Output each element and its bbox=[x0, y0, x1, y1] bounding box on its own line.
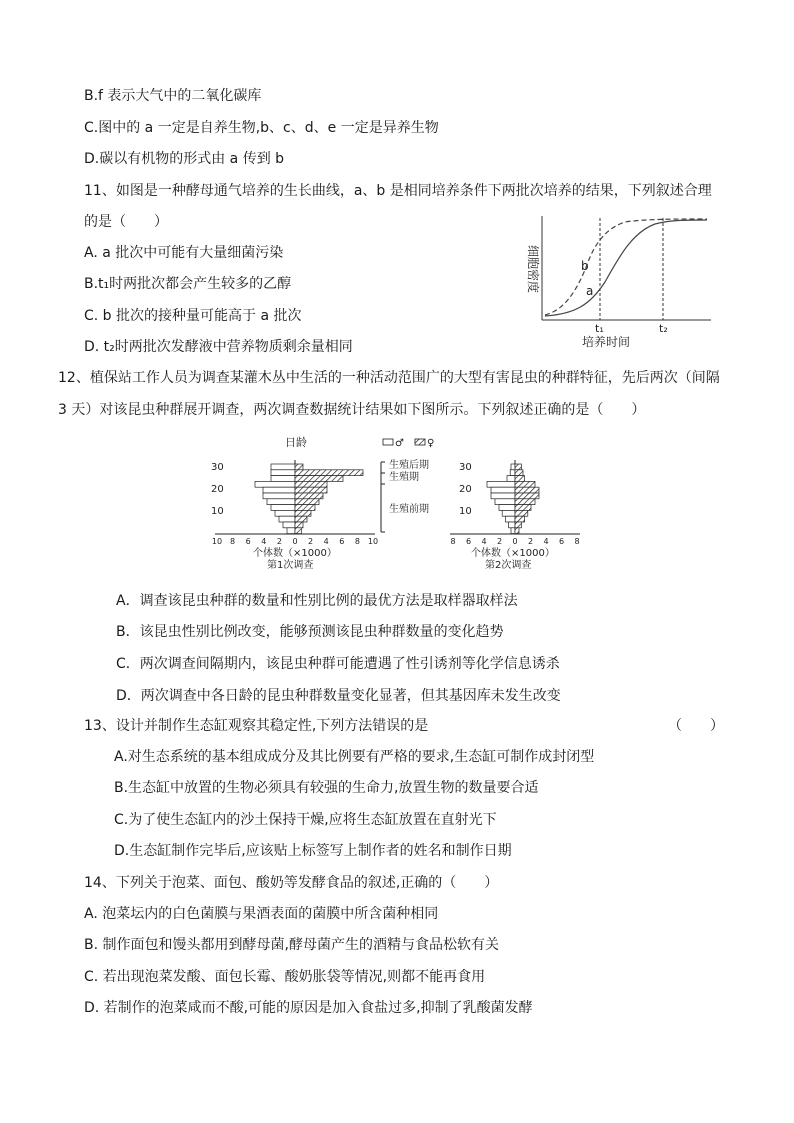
survey2-male-bar bbox=[499, 505, 515, 511]
q11-stem-line2: 的是（ ） bbox=[84, 214, 168, 230]
x-tick-label: 0 bbox=[292, 537, 298, 546]
survey1-male-bar bbox=[271, 464, 295, 470]
t2-label: t₂ bbox=[659, 322, 668, 335]
x-tick-label: 2 bbox=[527, 537, 534, 546]
x-tick-label: 10 bbox=[367, 537, 379, 546]
survey2-male-bar bbox=[511, 528, 515, 534]
survey2-male-bar bbox=[502, 510, 515, 516]
survey1-male-bar bbox=[275, 510, 295, 516]
y2-tick-20: 20 bbox=[459, 484, 472, 495]
survey2-female-bar bbox=[515, 493, 539, 499]
q12-option-a: A．调查该昆虫种群的数量和性别比例的最优方法是取样器取样法 bbox=[116, 593, 518, 609]
x-tick-label: 6 bbox=[465, 537, 472, 546]
curve-a bbox=[545, 220, 707, 316]
q11-option-a: A. a 批次中可能有大量细菌污染 bbox=[84, 245, 284, 261]
survey1-x-ticks bbox=[212, 537, 378, 546]
q11-option-d: D. t₂时两批次发酵液中营养物质剩余量相同 bbox=[84, 339, 353, 355]
age-pyramid-figure bbox=[205, 432, 590, 572]
survey2-female-bar bbox=[515, 522, 521, 528]
q12-option-b: B．该昆虫性别比例改变，能够预测该昆虫种群数量的变化趋势 bbox=[116, 624, 504, 640]
y2-tick-10: 10 bbox=[459, 506, 472, 517]
survey2-female-bar bbox=[515, 499, 535, 505]
y2-tick-30: 30 bbox=[459, 462, 472, 473]
x-tick-label: 4 bbox=[323, 537, 329, 546]
survey1-female-bar bbox=[295, 476, 343, 482]
survey1-male-bar bbox=[271, 470, 295, 476]
survey1-female-bar bbox=[295, 470, 363, 476]
survey2-male-bar bbox=[491, 493, 515, 499]
stage-pre-label: 生殖前期 bbox=[389, 504, 429, 515]
q11-stem-line1: 11、如图是一种酵母通气培养的生长曲线，a、b 是相同培养条件下两批次培养的结果，下列叙述合理 bbox=[84, 183, 712, 199]
survey1-female-bar bbox=[295, 464, 303, 470]
curve-b-label: b bbox=[581, 259, 589, 273]
q11-option-b: B.t₁时两批次都会产生较多的乙醇 bbox=[84, 276, 292, 292]
survey1-female-bar bbox=[295, 522, 303, 528]
stage-repro-label: 生殖期 bbox=[389, 472, 419, 483]
survey2-title: 第2次调查 bbox=[485, 560, 532, 571]
survey2-male-bar bbox=[507, 476, 515, 482]
survey2-xlabel: 个体数（×1000） bbox=[471, 548, 555, 559]
q12-option-d: D．两次调查中各日龄的昆虫种群数量变化显著，但其基因库未发生改变 bbox=[116, 688, 561, 704]
growth-curve-figure bbox=[515, 210, 715, 350]
curve-b bbox=[545, 219, 707, 315]
q13-option-a: A.对生态系统的基本组成成分及其比例要有严格的要求,生态缸可制作成封闭型 bbox=[114, 749, 595, 765]
q13-option-b: B.生态缸中放置的生物必须具有较强的生命力,放置生物的数量要合适 bbox=[114, 780, 539, 796]
legend-male-label: ♂ bbox=[395, 438, 404, 449]
survey2-female-bar bbox=[515, 510, 528, 516]
x-tick-label: 8 bbox=[450, 537, 456, 546]
x-tick-label: 2 bbox=[276, 537, 282, 546]
survey2-male-bar bbox=[511, 464, 515, 470]
stage-post-label: 生殖后期 bbox=[389, 460, 429, 471]
x-tick-label: 8 bbox=[230, 537, 236, 546]
survey1-pyramid bbox=[215, 460, 375, 534]
survey2-female-bar bbox=[515, 481, 535, 487]
survey1-female-bar bbox=[295, 528, 301, 534]
survey1-female-bar bbox=[295, 516, 307, 522]
x-tick-label: 8 bbox=[574, 537, 580, 546]
survey1-female-bar bbox=[295, 499, 319, 505]
survey1-male-bar bbox=[263, 493, 295, 499]
t1-label: t₁ bbox=[595, 322, 604, 335]
survey1-male-bar bbox=[283, 522, 295, 528]
survey1-female-bar bbox=[295, 493, 323, 499]
survey1-male-bar bbox=[271, 505, 295, 511]
x-tick-label: 8 bbox=[354, 537, 360, 546]
x-tick-label: 2 bbox=[496, 537, 503, 546]
q10-option-c: C.图中的 a 一定是自养生物,b、c、d、e 一定是异养生物 bbox=[84, 120, 439, 136]
survey2-female-bar bbox=[515, 470, 523, 476]
q13-answer-bracket: （ ） bbox=[668, 718, 724, 734]
y-tick-20: 20 bbox=[211, 484, 224, 495]
age-axis-label: 日龄 bbox=[285, 436, 307, 449]
survey2-female-bar bbox=[515, 516, 525, 522]
survey1-xlabel: 个体数（×1000） bbox=[253, 548, 337, 559]
survey1-female-bar bbox=[295, 487, 327, 493]
x-tick-label: 4 bbox=[481, 537, 487, 546]
q13-stem: 13、设计并制作生态缸观察其稳定性,下列方法错误的是 bbox=[84, 718, 429, 734]
survey2-male-bar bbox=[487, 481, 515, 487]
x-tick-label: 6 bbox=[339, 537, 345, 546]
x-tick-label: 2 bbox=[308, 537, 314, 546]
survey1-male-bar bbox=[255, 481, 295, 487]
stage-brackets bbox=[381, 462, 385, 532]
q12-stem-line2: 3 天）对该昆虫种群展开调查，两次调查数据统计结果如下图所示。下列叙述正确的是（ ） bbox=[58, 402, 646, 418]
x-tick-label: 6 bbox=[245, 537, 251, 546]
survey2-female-bar bbox=[515, 528, 519, 534]
q10-option-d: D.碳以有机物的形式由 a 传到 b bbox=[84, 151, 285, 167]
survey1-female-bar bbox=[295, 510, 311, 516]
q10-option-b: B.f 表示大气中的二氧化碳库 bbox=[84, 88, 262, 104]
q11-option-c: C. b 批次的接种量可能高于 a 批次 bbox=[84, 308, 302, 324]
survey1-title: 第1次调查 bbox=[267, 560, 314, 571]
survey1-male-bar bbox=[279, 516, 295, 522]
legend-female-label: ♀ bbox=[427, 438, 435, 449]
curve-a-label: a bbox=[586, 284, 594, 298]
q14-stem: 14、下列关于泡菜、面包、酸奶等发酵食品的叙述,正确的（ ） bbox=[84, 875, 499, 891]
x-tick-label: 6 bbox=[558, 537, 565, 546]
survey1-male-bar bbox=[287, 528, 295, 534]
survey2-female-bar bbox=[515, 487, 539, 493]
survey1-male-bar bbox=[263, 487, 295, 493]
survey2-male-bar bbox=[495, 499, 515, 505]
q12-option-c: C．两次调查间隔期内，该昆虫种群可能遭遇了性引诱剂等化学信息诱杀 bbox=[116, 656, 560, 672]
q13-option-c: C.为了使生态缸内的沙土保持干燥,应将生态缸放置在直射光下 bbox=[114, 812, 497, 828]
survey2-male-bar bbox=[505, 516, 515, 522]
survey1-male-bar bbox=[267, 499, 295, 505]
legend-female-swatch bbox=[415, 439, 425, 445]
survey2-female-bar bbox=[515, 505, 531, 511]
q14-option-b: B. 制作面包和馒头都用到酵母菌,酵母菌产生的酒精与食品松软有关 bbox=[84, 937, 499, 953]
x-tick-label: 4 bbox=[543, 537, 549, 546]
legend-male-swatch bbox=[383, 439, 393, 445]
survey1-female-bar bbox=[295, 481, 327, 487]
x-axis-label: 培养时间 bbox=[582, 335, 631, 349]
survey1-male-bar bbox=[271, 476, 295, 482]
survey2-female-bar bbox=[515, 476, 525, 482]
survey2-male-bar bbox=[491, 487, 515, 493]
survey2-male-bar bbox=[510, 470, 515, 476]
x-tick-label: 0 bbox=[512, 537, 518, 546]
x-tick-label: 4 bbox=[261, 537, 267, 546]
survey2-x-ticks bbox=[450, 537, 579, 546]
q14-option-a: A. 泡菜坛内的白色菌膜与果酒表面的菌膜中所含菌种相同 bbox=[84, 906, 439, 922]
survey2-male-bar bbox=[509, 522, 515, 528]
x-tick-label: 10 bbox=[211, 537, 223, 546]
q13-option-d: D.生态缸制作完毕后,应该贴上标签写上制作者的姓名和制作日期 bbox=[114, 843, 512, 859]
q14-option-d: D. 若制作的泡菜咸而不酸,可能的原因是加入食盐过多,抑制了乳酸菌发酵 bbox=[84, 1000, 533, 1016]
q14-option-c: C. 若出现泡菜发酸、面包长霉、酸奶胀袋等情况,则都不能再食用 bbox=[84, 969, 486, 985]
y-tick-10: 10 bbox=[211, 506, 224, 517]
q12-stem-line1: 12、植保站工作人员为调查某灌木丛中生活的一种活动范围广的大型有害昆虫的种群特征，先后两次（间隔 bbox=[58, 370, 720, 386]
survey2-female-bar bbox=[515, 464, 521, 470]
survey1-female-bar bbox=[295, 505, 315, 511]
y-axis-label: 细胞密度 bbox=[526, 245, 540, 294]
y-tick-30: 30 bbox=[211, 462, 224, 473]
